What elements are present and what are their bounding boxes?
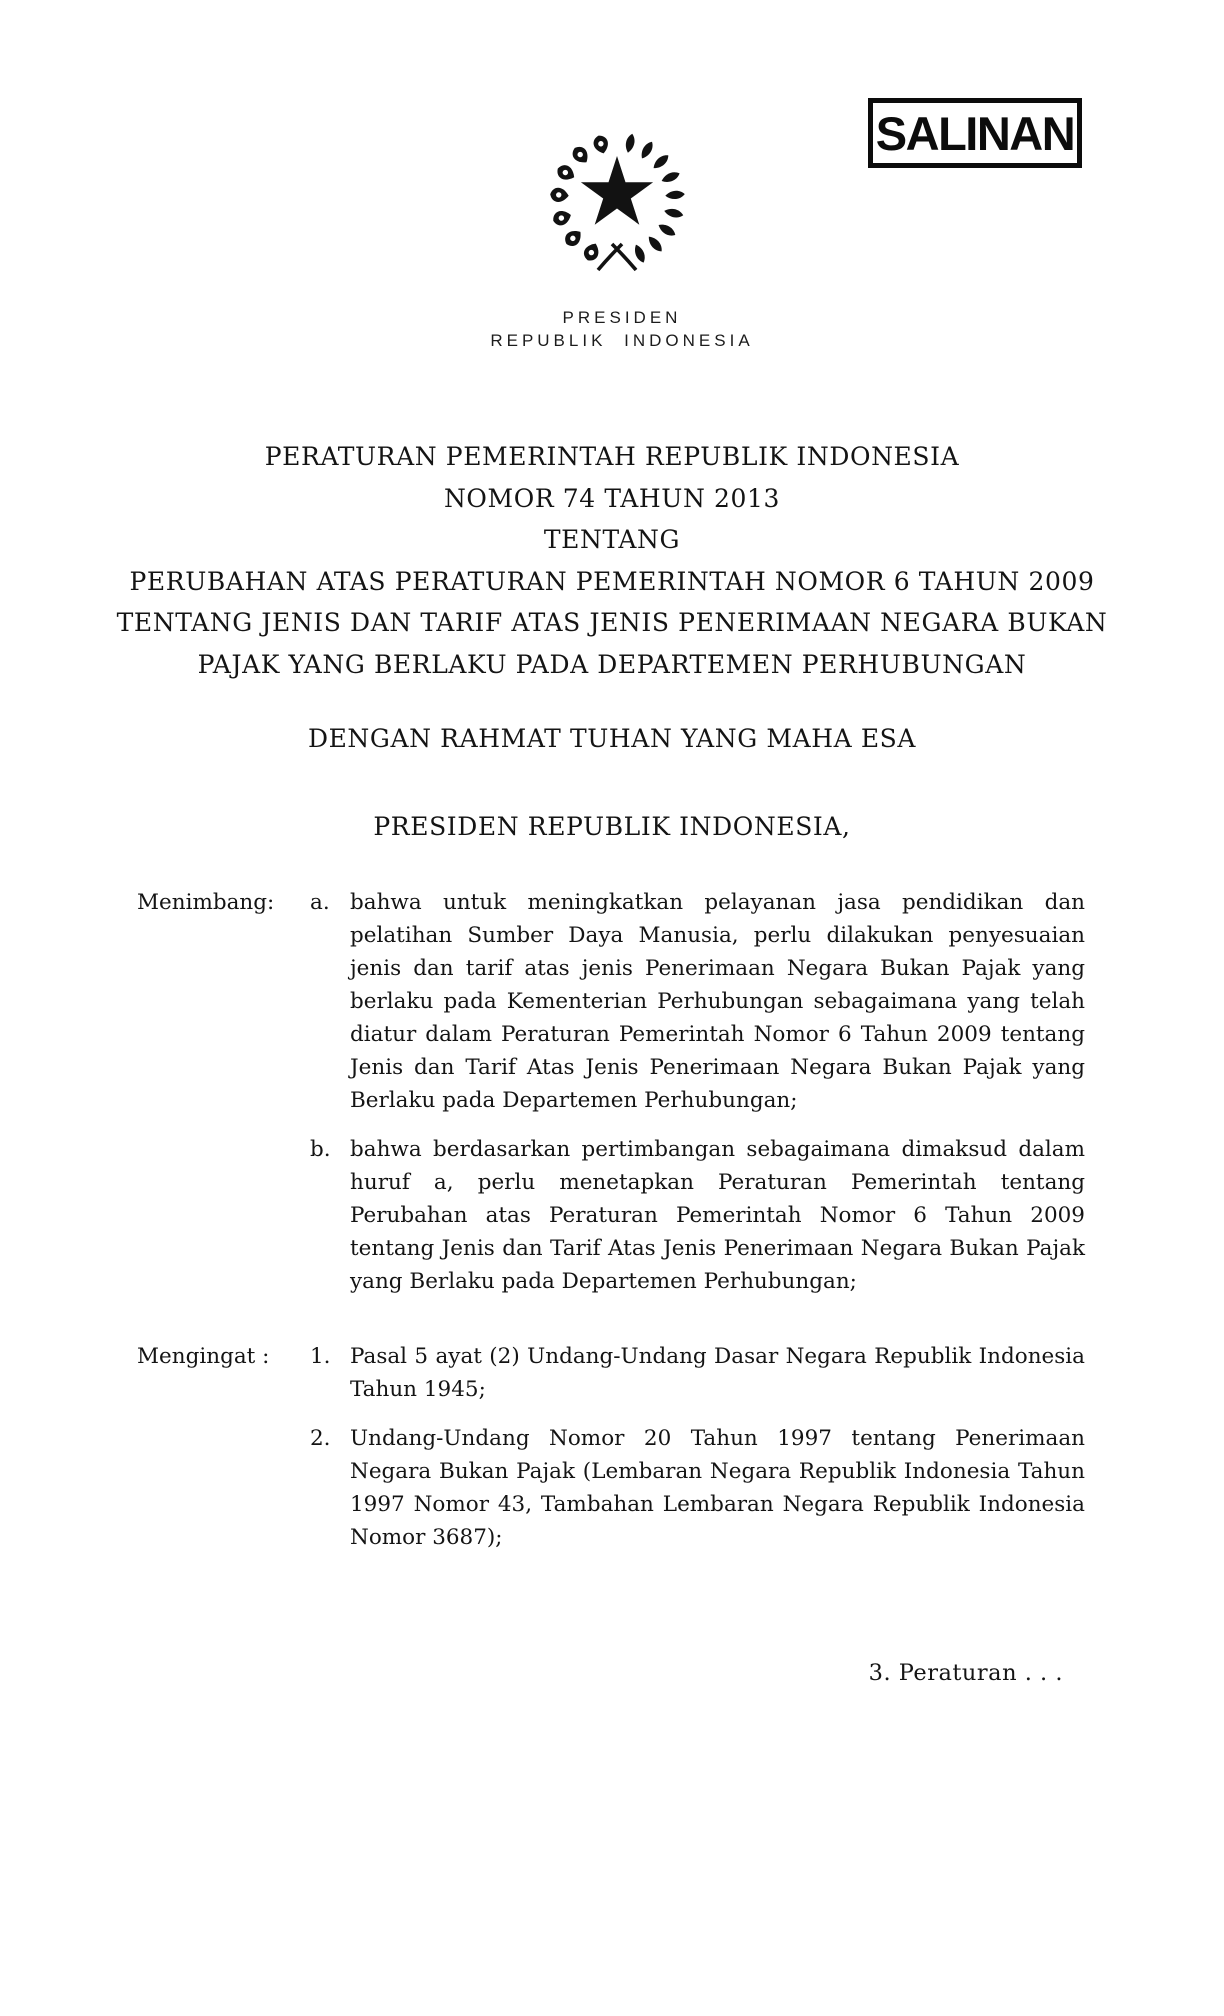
considering-item-a-marker: a. [310, 890, 330, 915]
considering-label: Menimbang: [137, 890, 275, 915]
letterhead-republik-indonesia: REPUBLIK INDONESIA [490, 331, 754, 350]
citing-item-1-marker: 1. [310, 1344, 331, 1369]
letterhead-presiden: PRESIDEN [562, 308, 682, 327]
considering-item-b-text: bahwa berdasarkan pertimbangan sebagaimana dimaksud dalam huruf a, perlu menetapkan Peraturan Pemerintah tentang Perubahan atas Peraturan Pemerintah Nomor 6 Tahun 2009 tentang Jenis dan Tarif Atas Jenis Penerimaan Negara Bukan Pajak yang Berlaku pada Departemen Perhubungan; [350, 1137, 1085, 1294]
catchword: 3. Peraturan . . . [868, 1660, 1063, 1686]
authority-line: PRESIDEN REPUBLIK INDONESIA, [373, 812, 851, 841]
presidential-emblem-icon [541, 128, 693, 278]
citing-item-2-text: Undang-Undang Nomor 20 Tahun 1997 tentang Penerimaan Negara Bukan Pajak (Lembaran Negara Republik Indonesia Tahun 1997 Nomor 43, Tambahan Lembaran Negara Republik Indonesia Nomor 3687); [350, 1426, 1085, 1550]
title-line-2: NOMOR 74 TAHUN 2013 [443, 483, 781, 513]
citing-clause [137, 1340, 1085, 1554]
invocation-line: DENGAN RAHMAT TUHAN YANG MAHA ESA [307, 724, 917, 753]
citing-item-2-marker: 2. [310, 1426, 331, 1451]
title-block [0, 436, 1224, 686]
title-line-5: TENTANG JENIS DAN TARIF ATAS JENIS PENERIMAAN NEGARA BUKAN [116, 608, 1108, 638]
salinan-stamp-label: SALINAN [875, 106, 1075, 160]
considering-label-spacer [137, 1133, 310, 1298]
title-line-3: TENTANG [543, 525, 681, 555]
considering-item-a-text: bahwa untuk meningkatkan pelayanan jasa pendidikan dan pelatihan Sumber Daya Manusia, perlu dilakukan penyesuaian jenis dan tarif atas jenis Penerimaan Negara Bukan Pajak yang berlaku pada Kementerian Perhubungan sebagaimana yang telah diatur dalam Peraturan Pemerintah Nomor 6 Tahun 2009 tentang Jenis dan Tarif Atas Jenis Penerimaan Negara Bukan Pajak yang Berlaku pada Departemen Perhubungan; [350, 890, 1085, 1113]
considering-item-b-marker: b. [310, 1137, 331, 1162]
preamble [137, 886, 1085, 1554]
star-shape [581, 156, 653, 225]
citing-label-spacer [137, 1422, 310, 1554]
considering-clause [137, 886, 1085, 1298]
title-line-6: PAJAK YANG BERLAKU PADA DEPARTEMEN PERHUBUNGAN [197, 649, 1027, 679]
citing-item-1-text: Pasal 5 ayat (2) Undang-Undang Dasar Negara Republik Indonesia Tahun 1945; [350, 1344, 1085, 1402]
letterhead [10, 306, 1224, 352]
title-line-4: PERUBAHAN ATAS PERATURAN PEMERINTAH NOMOR 6 TAHUN 2009 [129, 566, 1095, 596]
citing-label: Mengingat : [137, 1344, 270, 1369]
title-line-1: PERATURAN PEMERINTAH REPUBLIK INDONESIA [264, 442, 960, 471]
salinan-stamp [868, 98, 1082, 168]
